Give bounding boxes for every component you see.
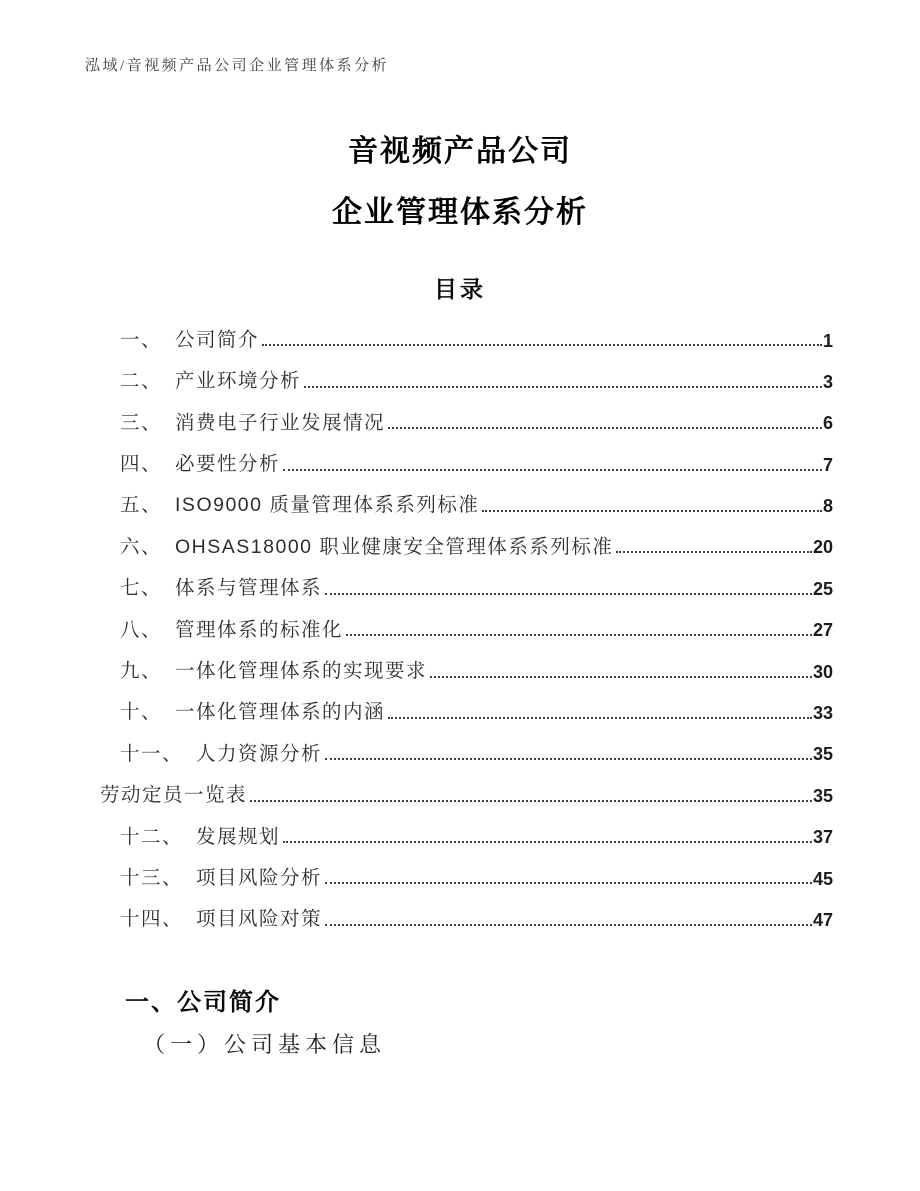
doc-title-line2: 企业管理体系分析: [332, 196, 588, 229]
toc-entry[interactable]: [85, 814, 833, 855]
toc-dot-leader: [482, 510, 822, 512]
toc-entry-title: 产业环境分析: [175, 370, 302, 393]
toc-entry-title: 一体化管理体系的实现要求: [175, 660, 428, 683]
sub-section-heading: （一）公司基本信息: [143, 1032, 387, 1057]
toc-page-number: 45: [812, 868, 833, 889]
toc-entry-number: 十三、: [120, 867, 184, 889]
toc-dot-leader: [325, 758, 812, 760]
toc-entry[interactable]: [85, 317, 833, 358]
toc-entry-title: 劳动定员一览表: [100, 784, 248, 807]
toc-entry[interactable]: [85, 896, 833, 937]
toc-page-number: 37: [812, 827, 833, 848]
toc-dot-leader: [430, 676, 812, 678]
toc-entry[interactable]: [85, 731, 833, 772]
toc-dot-leader: [283, 841, 812, 843]
doc-title-line1: 音视频产品公司: [348, 135, 572, 168]
toc-entry[interactable]: [85, 648, 833, 689]
toc-entry[interactable]: [85, 358, 833, 399]
toc-entry-number: 一、: [120, 328, 163, 351]
toc-page-number: 30: [812, 661, 833, 682]
toc-entry-number: 九、: [120, 660, 163, 683]
toc-entry-title: 项目风险分析: [196, 867, 323, 889]
toc-page-number: 25: [812, 578, 833, 599]
toc-dot-leader: [325, 593, 812, 595]
toc-entry[interactable]: [85, 483, 833, 524]
toc-page-number: 20: [812, 537, 833, 558]
toc-entry[interactable]: [85, 690, 833, 731]
toc-dot-leader: [304, 386, 822, 388]
toc-page-number: 7: [822, 454, 833, 475]
toc-page-number: 35: [812, 744, 833, 765]
toc-page-number: 35: [812, 785, 833, 806]
toc-page-number: 33: [812, 703, 833, 724]
toc-entry[interactable]: [85, 565, 833, 606]
toc-dot-leader: [250, 800, 812, 802]
toc-entry-title: 消费电子行业发展情况: [175, 411, 386, 434]
toc-dot-leader: [325, 882, 812, 884]
toc-entry-number: 三、: [120, 411, 163, 434]
toc-entry-number: 二、: [120, 370, 163, 393]
toc-page-number: 47: [812, 909, 833, 930]
toc-entry[interactable]: [85, 441, 833, 482]
toc-dot-leader: [388, 427, 822, 429]
toc-list: [85, 317, 833, 938]
toc-entry-title: 公司简介: [175, 328, 260, 351]
toc-entry[interactable]: [85, 855, 833, 896]
document-header: 泓域/音视频产品公司企业管理体系分析: [85, 58, 390, 74]
toc-entry-number: 十一、: [120, 742, 184, 765]
toc-entry-title: 项目风险对策: [196, 908, 323, 931]
toc-entry-number: 十、: [120, 701, 163, 724]
toc-dot-leader: [262, 344, 822, 346]
toc-dot-leader: [388, 717, 812, 719]
toc-heading: 目录: [434, 276, 486, 302]
toc-entry-title: 发展规划: [196, 825, 281, 848]
toc-entry-number: 十四、: [120, 908, 184, 931]
toc-page-number: 3: [822, 371, 833, 392]
toc-entry-title: 人力资源分析: [196, 742, 323, 765]
toc-entry-title: ISO9000 质量管理体系系列标准: [175, 494, 480, 517]
toc-entry-number: 五、: [120, 494, 163, 517]
toc-entry-title: 必要性分析: [175, 453, 281, 476]
toc-page-number: 1: [822, 330, 833, 351]
toc-dot-leader: [283, 469, 822, 471]
toc-page-number: 27: [812, 620, 833, 641]
toc-entry[interactable]: [85, 400, 833, 441]
toc-page-number: 6: [822, 413, 833, 434]
toc-entry-number: 七、: [120, 577, 163, 600]
toc-entry[interactable]: [85, 772, 833, 813]
section-heading: 一、公司简介: [125, 989, 281, 1016]
toc-entry-number: 八、: [120, 618, 163, 641]
toc-entry[interactable]: [85, 607, 833, 648]
toc-page-number: 8: [822, 496, 833, 517]
toc-entry-number: 六、: [120, 535, 163, 558]
toc-entry-title: 一体化管理体系的内涵: [175, 701, 386, 724]
toc-entry-title: 体系与管理体系: [175, 577, 323, 600]
toc-dot-leader: [346, 634, 812, 636]
toc-entry-number: 四、: [120, 453, 163, 476]
toc-dot-leader: [325, 924, 812, 926]
toc-dot-leader: [616, 551, 812, 553]
toc-entry[interactable]: [85, 524, 833, 565]
toc-entry-title: OHSAS18000 职业健康安全管理体系系列标准: [175, 535, 614, 558]
toc-entry-title: 管理体系的标准化: [175, 618, 344, 641]
toc-entry-number: 十二、: [120, 825, 184, 848]
